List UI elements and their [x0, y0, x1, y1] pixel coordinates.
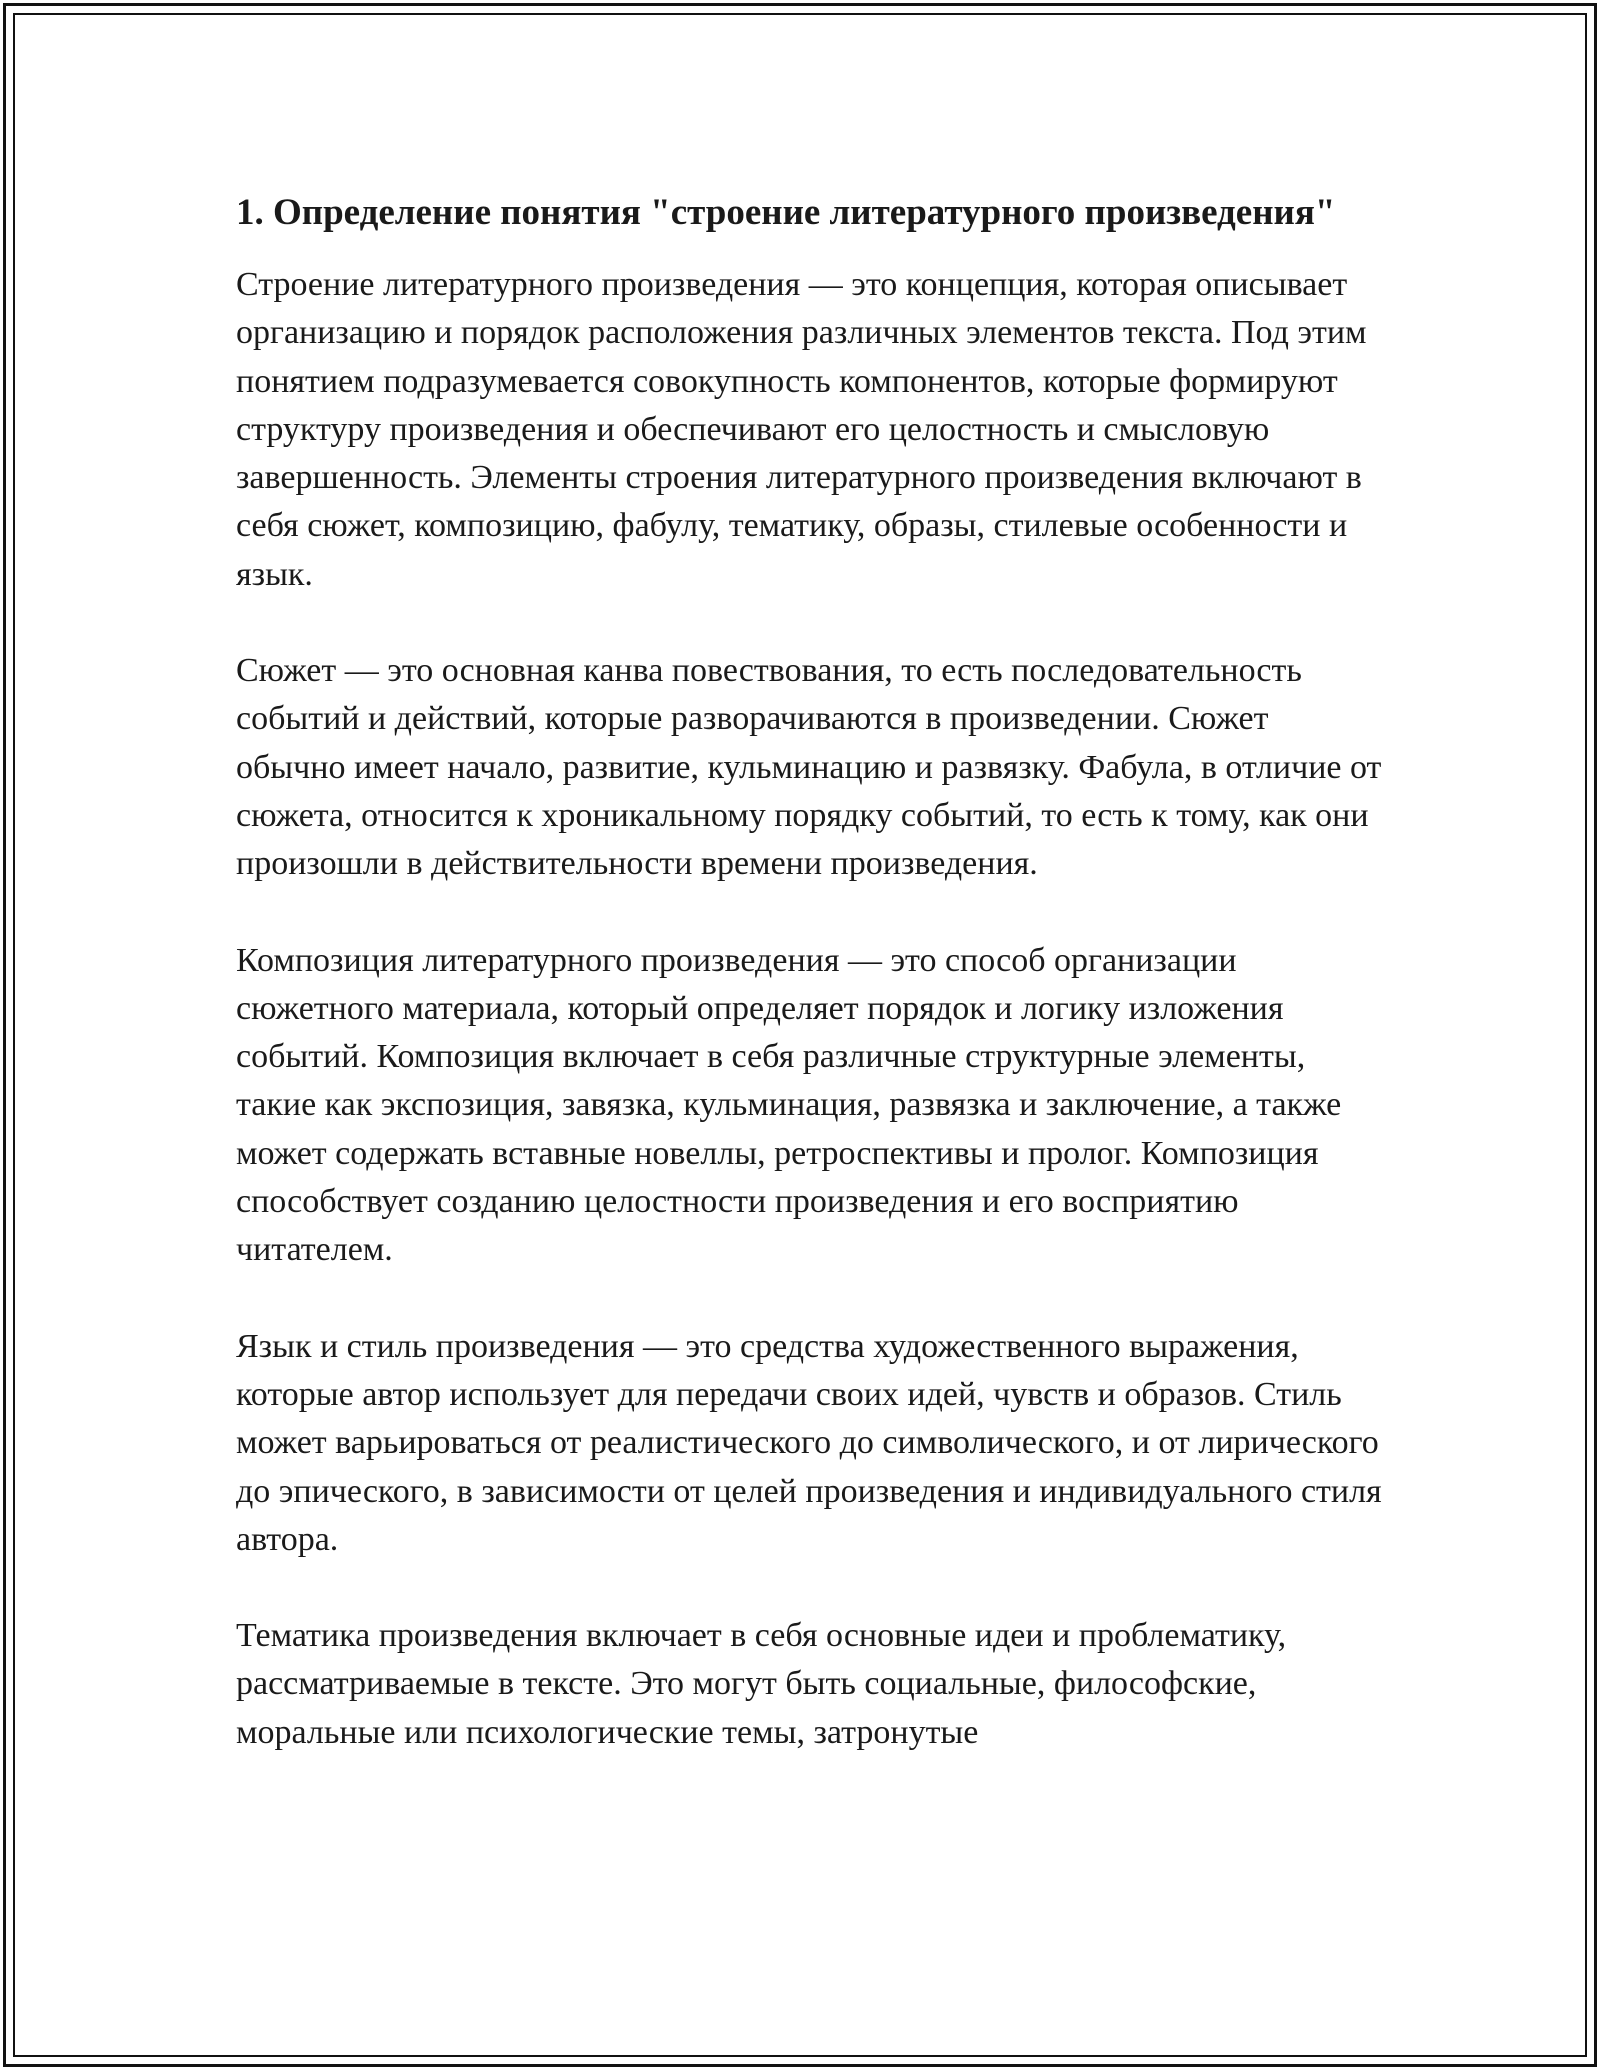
paragraph-language-style: Язык и стиль произведения — это средства художественного выражения, которые автор использует для передачи своих идей, чувств и образов. Стиль может варьироваться от реалистического до символического, и от лирического до эпического, в зависимости от целей произведения и индивидуального стиля автора.	[236, 1327, 1382, 1558]
paragraph-composition: Композиция литературного произведения — это способ организации сюжетного материала, который определяет порядок и логику изложения событий. Композиция включает в себя различные структурные элементы, такие как экспозиция, завязка, кульминация, развязка и заключение, а также может содержать вставные новеллы, ретроспективы и пролог. Композиция способствует созданию целостности произведения и его восприятию читателем.	[236, 941, 1342, 1269]
paragraph-structure-definition: Строение литературного произведения — это концепция, которая описывает организацию и порядок расположения различных элементов текста. Под этим понятием подразумевается совокупность компонентов, которые формируют структуру произведения и обеспечивают его целостность и смысловую завершенность. Элементы строения литературного произведения включают в себя сюжет, композицию, фабулу, тематику, образы, стилевые особенности и язык.	[236, 266, 1367, 593]
section-heading: 1. Определение понятия "строение литературного произведения"	[236, 192, 1336, 233]
paragraph-plot: Сюжет — это основная канва повествования, то есть последовательность событий и действий, которые разворачиваются в произведении. Сюжет обычно имеет начало, развитие, кульминацию и развязку. Фабула, в отличие от сюжета, относится к хроникальному порядку событий, то есть к тому, как они произошли в действительности времени произведения.	[236, 652, 1382, 883]
document-page	[236, 185, 1386, 1757]
paragraph-themes: Тематика произведения включает в себя основные идеи и проблематику, рассматриваемые в тексте. Это могут быть социальные, философские, моральные или психологические темы, затронутые	[236, 1617, 1287, 1751]
